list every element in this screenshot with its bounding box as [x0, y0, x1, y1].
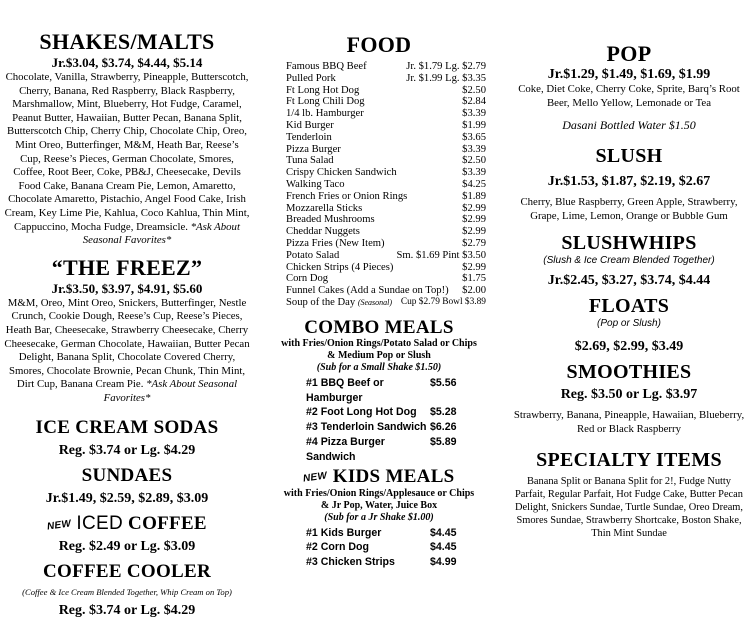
pop-title: POP — [606, 41, 652, 66]
food-item — [286, 262, 486, 274]
kids-item — [306, 540, 472, 555]
combo-sub3: (Sub for a Small Shake $1.50) — [316, 361, 442, 373]
combo-price: $5.28 — [430, 406, 457, 419]
kids-item — [306, 526, 472, 541]
shakes-note: *Ask About Seasonal Favorites* — [82, 220, 240, 247]
kids-sub3: (Sub for a Jr Shake $1.00) — [324, 511, 434, 523]
food-item — [286, 108, 486, 120]
combo-sub1: with Fries/Onion Rings/Potato Salad or Chips — [281, 337, 477, 349]
ice-cream-sodas-prices: Reg. $3.74 or Lg. $4.29 — [58, 443, 196, 459]
food-item — [286, 155, 486, 167]
smoothies-title: SMOOTHIES — [566, 361, 692, 384]
freez-title: “THE FREEZ” — [51, 254, 203, 280]
slush-title: SLUSH — [595, 145, 663, 168]
kids-title-text: KIDS MEALS — [332, 465, 455, 487]
food-name: 1/4 lb. Hamburger — [286, 108, 364, 120]
specialty-desc: Banana Split or Banana Split for 2!, Fudge Nutty Parfait, Regular Parfait, Hot Fudge Cake, Butter Pecan Delight, Snickers Sundae, Turtle Sundae, Oreo Dream, Smores Sundae, Strawberry Shortcake, Boston Shake, Thin Mint Sundae — [515, 475, 743, 539]
floats-prices: $2.69, $2.99, $3.49 — [574, 339, 684, 355]
food-item — [286, 120, 486, 132]
food-item — [286, 96, 486, 108]
combo-name: #3 Tenderloin Sandwich — [306, 421, 427, 434]
food-name: Pizza Burger — [286, 143, 341, 155]
food-name: Pulled Pork — [286, 72, 336, 84]
kids-sub1: with Fries/Onion Rings/Applesauce or Chips — [283, 487, 475, 499]
slushwhips-title: SLUSHWHIPS — [561, 232, 697, 255]
food-item — [286, 203, 486, 215]
specialty-title: SPECIALTY ITEMS — [536, 448, 722, 471]
food-price: $2.00 — [462, 285, 486, 297]
food-item — [286, 85, 486, 97]
food-price: $2.50 — [462, 155, 486, 167]
combo-price: $5.89 — [430, 435, 457, 448]
food-price: $2.50 — [462, 84, 486, 96]
combo-title: COMBO MEALS — [304, 316, 454, 338]
food-item — [286, 179, 486, 191]
soup-row — [286, 297, 486, 309]
combo-item — [306, 376, 472, 406]
shakes-flavor-list: Chocolate, Vanilla, Strawberry, Pineapple, Butterscotch, Cherry, Banana, Red Raspberry, Black Raspberry, Marshmallow, Mint, Blueberry, Hot Fudge, Caramel, Peanut Butter, Hawaiian, Butter Pecan, Banana Split, Butterscotch Chip, Cherry Chip, Chocolate Chip, Oreo, Mint Oreo, Butterfinger, M&M, Heath Bar, Reese’s Cup, Reese’s Pieces, German Chocolate, Smores, Coffee, Root Beer, Coke, PB&J, Cheesecake, Devils Food Cake, Banana Cream Pie, Lemon, Amaretto, Chocolate Amaretto, Pistachio, Angel Food Cake, Irish Cream, Key Lime Pie, Kahlua, Coco Kahlua, Thin Mint, Cappuccino, Mocha Fudge, Dreamsicle. — [4, 71, 250, 233]
food-item — [286, 132, 486, 144]
ice-cream-sodas-title: ICE CREAM SODAS — [35, 417, 219, 439]
kids-sub2: & Jr Pop, Water, Juice Box — [320, 499, 438, 511]
shakes-flavors — [4, 71, 250, 248]
combo-item — [306, 405, 472, 420]
food-item — [286, 167, 486, 179]
left-column — [4, 0, 250, 619]
combo-price: $5.56 — [430, 376, 457, 389]
food-item — [286, 273, 486, 285]
food-name: Potato Salad — [286, 249, 340, 261]
food-name: Corn Dog — [286, 273, 329, 285]
combo-name: #4 Pizza Burger Sandwich — [306, 435, 385, 463]
food-price: $2.84 — [462, 96, 486, 108]
kids-price: $4.45 — [430, 526, 457, 539]
food-price: $3.39 — [462, 108, 486, 120]
slush-desc: Cherry, Blue Raspberry, Green Apple, Strawberry, Grape, Lime, Lemon, Orange or Bubble Gum — [520, 196, 738, 222]
iced-word: ICED — [76, 513, 123, 535]
food-list — [262, 61, 496, 309]
middle-column — [262, 0, 496, 570]
food-name: Ft Long Hot Dog — [286, 84, 360, 96]
freez-note: *Ask About Seasonal Favorites* — [103, 378, 238, 404]
food-price: $1.75 — [462, 273, 486, 285]
food-item — [286, 285, 486, 297]
combo-item — [306, 435, 472, 465]
food-price: $3.39 — [462, 167, 486, 179]
food-item — [286, 61, 486, 73]
food-name: Kid Burger — [286, 119, 334, 131]
food-price: $2.99 — [462, 261, 486, 273]
smoothies-prices: Reg. $3.50 or Lg. $3.97 — [560, 387, 698, 403]
combo-name: #1 BBQ Beef or Hamburger — [306, 376, 384, 404]
sundaes-prices: Jr.$1.49, $2.59, $2.89, $3.09 — [45, 491, 209, 507]
food-name: Breaded Mushrooms — [286, 214, 375, 226]
kids-name: #3 Chicken Strips — [306, 556, 395, 569]
floats-sub: (Pop or Slush) — [597, 318, 661, 330]
food-price: Jr. $1.99 Lg. $3.35 — [406, 72, 486, 84]
soup-price: Cup $2.79 Bowl $3.89 — [400, 296, 486, 307]
kids-price: $4.99 — [430, 556, 457, 569]
kids-new-badge: NEW — [302, 470, 329, 485]
iced-coffee-title — [4, 513, 250, 535]
kids-name: #2 Corn Dog — [306, 541, 369, 554]
combo-list — [262, 376, 496, 465]
food-price: $2.99 — [462, 214, 486, 226]
new-badge: NEW — [46, 517, 72, 533]
food-item — [286, 191, 486, 203]
kids-price: $4.45 — [430, 541, 457, 554]
food-item — [286, 238, 486, 250]
combo-name: #2 Foot Long Hot Dog — [306, 406, 417, 419]
kids-title — [262, 466, 496, 488]
food-price: $4.25 — [462, 178, 486, 190]
food-price: $2.99 — [462, 202, 486, 214]
freez-flavors — [4, 297, 250, 406]
coffee-cooler-title: COFFEE COOLER — [42, 561, 212, 583]
pop-water: Dasani Bottled Water $1.50 — [562, 118, 696, 133]
food-name: Mozzarella Sticks — [286, 202, 363, 214]
pop-desc: Coke, Diet Coke, Cherry Coke, Sprite, Barq’s Root Beer, Mello Yellow, Lemonade or Tea — [518, 83, 740, 109]
food-price: $1.89 — [462, 190, 486, 202]
food-price: $3.65 — [462, 131, 486, 143]
food-name: Funnel Cakes (Add a Sundae on Top!) — [286, 285, 449, 297]
food-name: Ft Long Chili Dog — [286, 96, 365, 108]
combo-item — [306, 420, 472, 435]
food-name: Walking Taco — [286, 178, 345, 190]
slush-prices: Jr.$1.53, $1.87, $2.19, $2.67 — [547, 174, 711, 190]
food-item — [286, 214, 486, 226]
food-price: $2.79 — [462, 237, 486, 249]
food-name: Chicken Strips (4 Pieces) — [286, 261, 394, 273]
freez-prices: Jr.$3.50, $3.97, $4.91, $5.60 — [51, 280, 203, 296]
shakes-prices: Jr.$3.04, $3.74, $4.44, $5.14 — [51, 55, 203, 70]
sundaes-title: SUNDAES — [81, 465, 173, 487]
food-name: Crispy Chicken Sandwich — [286, 167, 397, 179]
food-name: Cheddar Nuggets — [286, 226, 360, 238]
floats-title: FLOATS — [588, 295, 670, 318]
food-name: French Fries or Onion Rings — [286, 190, 408, 202]
food-name: Pizza Fries (New Item) — [286, 237, 385, 249]
food-item — [286, 144, 486, 156]
coffee-word: COFFEE — [128, 513, 207, 535]
iced-coffee-prices: Reg. $2.49 or Lg. $3.09 — [58, 539, 196, 555]
food-price: $1.99 — [462, 119, 486, 131]
right-column — [512, 0, 746, 540]
food-price: $3.39 — [462, 143, 486, 155]
food-name: Tuna Salad — [286, 155, 334, 167]
combo-price: $6.26 — [430, 421, 457, 434]
combo-sub2: & Medium Pop or Slush — [327, 349, 431, 361]
kids-name: #1 Kids Burger — [306, 526, 382, 539]
slushwhips-prices: Jr.$2.45, $3.27, $3.74, $4.44 — [547, 273, 711, 289]
slushwhips-sub: (Slush & Ice Cream Blended Together) — [543, 255, 715, 267]
food-price: Sm. $1.69 Pint $3.50 — [396, 249, 486, 261]
food-title: FOOD — [346, 32, 412, 57]
soup-name-group — [286, 297, 401, 309]
pop-prices: Jr.$1.29, $1.49, $1.69, $1.99 — [547, 67, 711, 82]
smoothies-desc: Strawberry, Banana, Pineapple, Hawaiian, Blueberry, Red or Black Raspberry — [513, 409, 745, 435]
food-item — [286, 250, 486, 262]
food-item — [286, 226, 486, 238]
soup-note: (Seasonal) — [357, 297, 393, 307]
food-price: $2.99 — [462, 226, 486, 238]
food-item — [286, 73, 486, 85]
coffee-cooler-prices: Reg. $3.74 or Lg. $4.29 — [58, 603, 196, 619]
food-price: Jr. $1.79 Lg. $2.79 — [406, 61, 486, 72]
coffee-cooler-sub: (Coffee & Ice Cream Blended Together, Whip Cream on Top) — [22, 587, 232, 598]
freez-flavor-list: M&M, Oreo, Mint Oreo, Snickers, Butterfinger, Nestle Crunch, Cookie Dough, Reese’s Cup, Reese’s Pieces, Heath Bar, Cheesecake, Strawberry Cheesecake, Cherry Cheesecake, German Chocolate, Hawaiian, Butter Pecan Delight, Banana Split, Chocolate Covered Cherry, Smores, Chocolate Brownie, Pecan Chunk, Thin Mint, Dirt Cup, Banana Cream Pie. — [4, 296, 250, 391]
soup-name: Soup of the Day — [286, 296, 356, 308]
shakes-title: SHAKES/MALTS — [39, 29, 215, 54]
kids-list — [262, 526, 496, 570]
food-name: Famous BBQ Beef — [286, 61, 367, 72]
kids-item — [306, 555, 472, 570]
food-name: Tenderloin — [286, 131, 332, 143]
